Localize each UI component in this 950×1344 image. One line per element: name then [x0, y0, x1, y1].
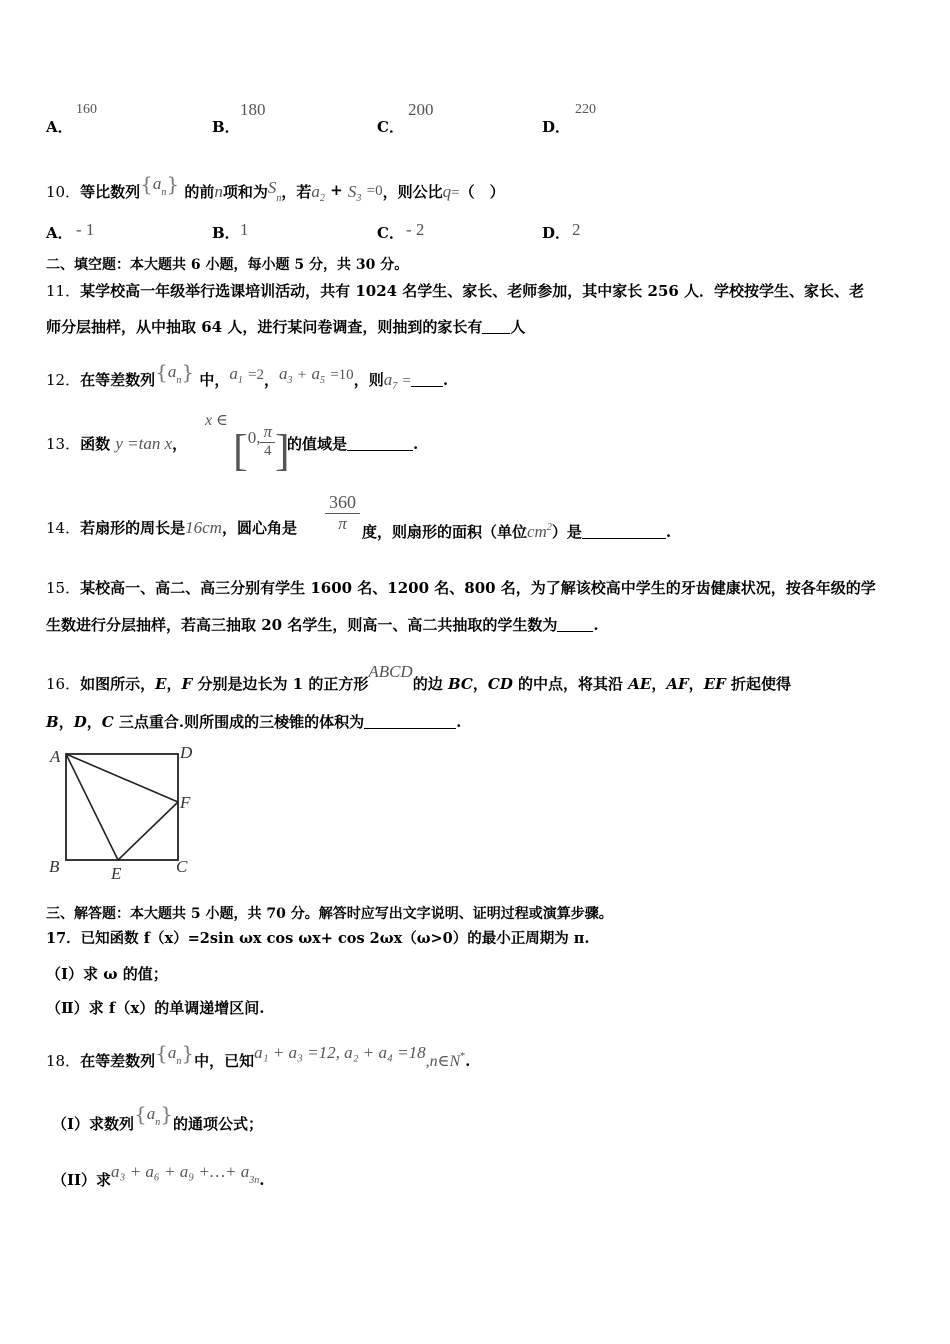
- question-17-stem: 17．已知函数 f（x）=2sin ωx cos ωx+ cos 2ωx（ω>0）的最小正周期为 π.: [46, 930, 590, 947]
- q13-tail: 的值域是 .: [287, 435, 419, 453]
- question-18-part-1: （I）求数列$\{a^n\}$的通项公式；: [52, 1102, 264, 1133]
- q10-option-a-value: - 1: [76, 220, 95, 239]
- section-2-heading: 二、填空题：本大题共 6 小题，每小题 5 分，共 30 分。: [46, 257, 409, 273]
- q10-number: 10．: [46, 183, 81, 201]
- q9-option-d-label: D．: [542, 118, 571, 136]
- label-f: F: [180, 793, 191, 812]
- question-12: 12．在等差数列$\{a^n\}$ 中，$a_1 =2$，$a_3 + a_5 =10$，则$a_7$ = .: [46, 360, 449, 392]
- q10-option-b-value: 1: [240, 220, 249, 239]
- question-10: 10．等比数列$\{a^n\}$ 的前n项和为$S_n$，若$a_2 + S_3 =0$，则公比q=（ ）: [46, 172, 505, 204]
- q9-option-a-value: 160: [76, 102, 97, 117]
- question-18: 18．在等差数列$\{a^n\}$中，已知a₁ + a₃ =12, a₂ + a₄ =18,n∈N*.: [46, 1041, 471, 1070]
- segment-ef: [118, 802, 178, 860]
- q10-option-c-label: C．: [377, 224, 404, 242]
- question-16-line-2: B，D，C 三点重合.则所围成的三棱锥的体积为 .: [46, 713, 462, 731]
- q14-tail: 度，则扇形的面积（单位$cm^2$）是 .: [362, 522, 672, 541]
- q9-option-b-value: 180: [240, 100, 266, 119]
- square-abcd: [66, 754, 178, 860]
- question-11-line-1: 11．某学校高一年级举行选课培训活动，共有 1024 名学生、家长、老师参加，其中家长 256 人．学校按学生、家长、老: [46, 282, 865, 300]
- question-16-line-1: 16．如图所示，E，F 分别是边长为 1 的正方形ABCD的边 BC，CD 的中点，将其沿 AE，AF，EF 折起使得: [46, 662, 792, 693]
- q10-option-d-value: 2: [572, 220, 581, 239]
- segment-af: [66, 754, 178, 802]
- question-17-part-1: （Ⅰ）求 ω 的值；: [46, 965, 168, 983]
- q9-option-a-label: A．: [46, 118, 73, 136]
- question-11-line-2: 师分层抽样，从中抽取 64 人，进行某问卷调查，则抽到的家长有 人: [46, 318, 526, 336]
- q16-square-figure: [44, 742, 200, 882]
- q10-option-d-label: D．: [542, 224, 571, 242]
- q9-option-d-value: 220: [575, 102, 596, 117]
- label-b: B: [49, 857, 60, 876]
- q14-angle-fraction: $\frac{360}{\pi}$: [325, 492, 360, 534]
- q9-option-b-label: B．: [212, 118, 240, 136]
- segment-ae: [66, 754, 118, 860]
- q10-option-c-value: - 2: [406, 220, 425, 239]
- question-18-part-2: （II）求a₃ + a₆ + a₉ +…+ $a^{3n}$.: [52, 1162, 265, 1189]
- q9-option-c-value: 200: [408, 100, 434, 119]
- question-14: 14．若扇形的周长是16cm，圆心角是: [46, 518, 297, 537]
- label-d: D: [180, 743, 193, 762]
- q10-option-b-label: B．: [212, 224, 240, 242]
- label-c: C: [176, 857, 188, 876]
- q9-option-c-label: C．: [377, 118, 404, 136]
- question-13: 13．函数 y =tan x，: [46, 434, 188, 453]
- q10-option-a-label: A．: [46, 224, 73, 242]
- question-17-part-2: （Ⅱ）求 f（x）的单调递增区间.: [46, 999, 265, 1017]
- section-3-heading: 三、解答题：本大题共 5 小题，共 70 分。解答时应写出文字说明、证明过程或演算步骤。: [46, 906, 613, 922]
- question-15-line-1: 15．某校高一、高二、高三分别有学生 1600 名、1200 名、800 名，为了解该校高中学生的牙齿健康状况，按各年级的学: [46, 579, 876, 597]
- label-e: E: [111, 864, 122, 882]
- question-15-line-2: 生数进行分层抽样，若高三抽取 20 名学生，则高一、高二共抽取的学生数为 .: [46, 616, 599, 634]
- label-a: A: [50, 747, 61, 766]
- q13-domain: x ∈ [0, $\frac{\pi}{4}$ ]: [205, 412, 290, 475]
